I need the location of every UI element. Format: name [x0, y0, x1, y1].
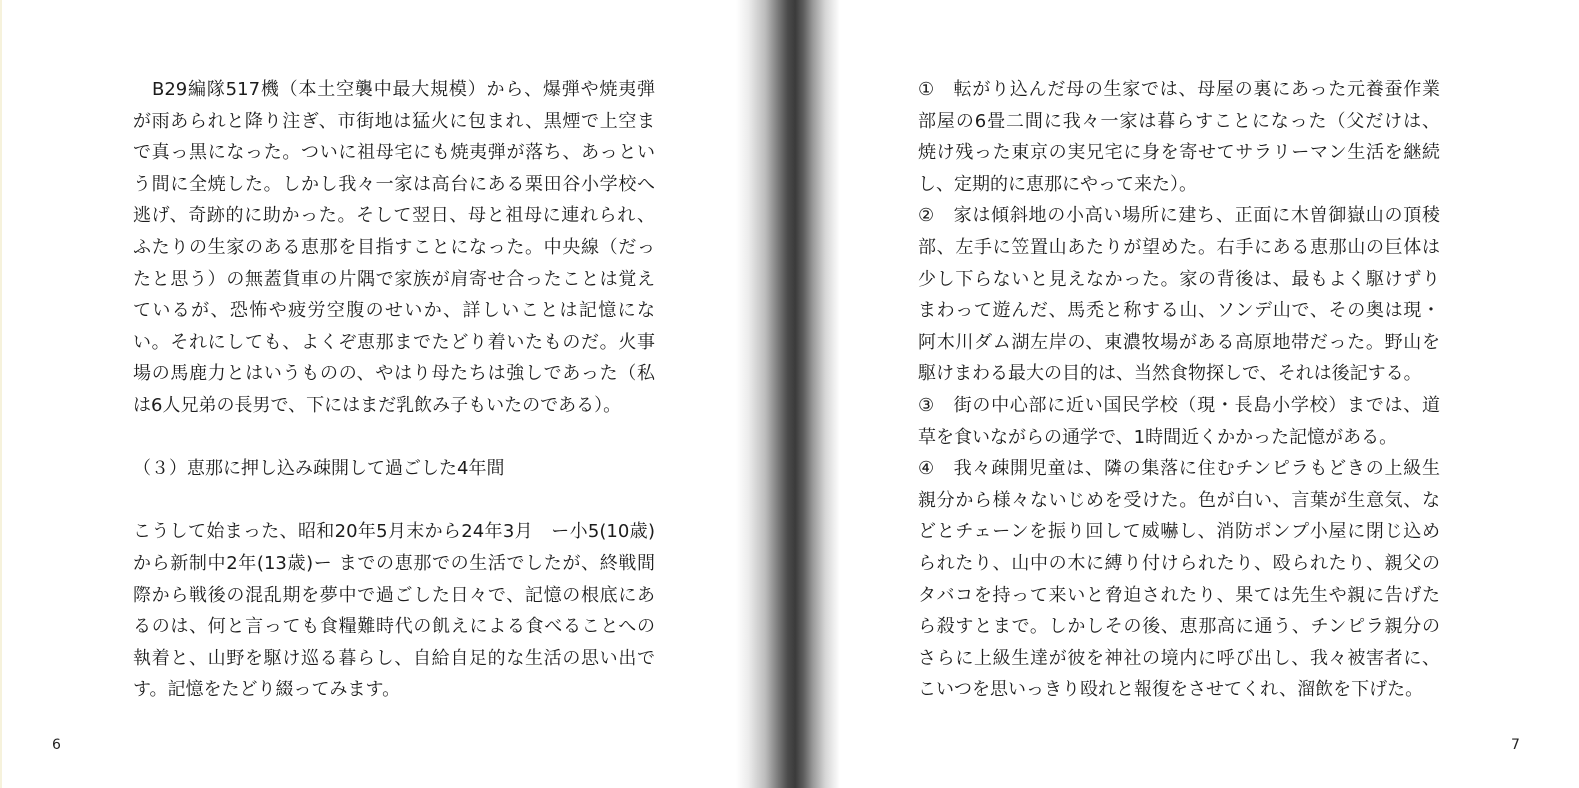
text-line: から新制中2年(13歳)ー までの恵那での生活でしたが、終戦間	[133, 552, 655, 574]
left-page	[0, 0, 738, 788]
text-line: い。それにしても、よくぞ恵那までたどり着いたものだ。火事	[133, 331, 655, 353]
right-page-text	[918, 74, 1440, 706]
text-line: どとチェーンを振り回して威嚇し、消防ポンプ小屋に閉じ込め	[918, 521, 1440, 543]
text-line: 執着と、山野を駆け巡る暮らし、自給自足的な生活の思い出で	[133, 647, 655, 669]
paragraph	[133, 516, 655, 706]
page-number-right: 7	[1511, 737, 1520, 753]
text-line: るのは、何と言っても食糧難時代の飢えによる食べることへの	[133, 616, 655, 638]
list-item	[918, 200, 1440, 390]
text-line: ③ 街の中心部に近い国民学校（現・長島小学校）までは、道	[918, 394, 1440, 416]
text-line: 部、左手に笠置山あたりが望めた。右手にある恵那山の巨体は	[918, 236, 1440, 258]
text-line: たと思う）の無蓋貨車の片隅で家族が肩寄せ合ったことは覚え	[133, 268, 655, 290]
section-heading: （３）恵那に押し込み疎開して過ごした4年間	[133, 458, 505, 480]
text-line: 際から戦後の混乱期を夢中で過ごした日々で、記憶の根底にあ	[133, 584, 655, 606]
text-line: こいつを思いっきり殴れと報復をさせてくれ、溜飲を下げた。	[918, 679, 1424, 701]
list-item	[918, 390, 1440, 453]
text-line: ふたりの生家のある恵那を目指すことになった。中央線（だっ	[133, 236, 655, 258]
text-line: 駆けまわる最大の目的は、当然食物探しで、それは後記する。	[918, 363, 1422, 385]
text-line: 草を食いながらの通学で、1時間近くかかった記憶がある。	[918, 426, 1398, 448]
text-line: う間に全焼した。しかし我々一家は高台にある栗田谷小学校へ	[133, 173, 655, 195]
book-gutter	[736, 0, 840, 788]
text-line: 少し下らないと見えなかった。家の背後は、最もよく駆けずり	[918, 268, 1440, 290]
list-item	[918, 74, 1440, 200]
text-line: タバコを持って来いと脅迫されたり、果ては先生や親に告げた	[918, 584, 1440, 606]
text-line: し、定期的に恵那にやって来た）。	[918, 173, 1197, 195]
text-line: す。記憶をたどり綴ってみます。	[133, 679, 401, 701]
paragraph	[133, 74, 655, 422]
text-line: ら殺すとまで。しかしその後、恵那高に通う、チンピラ親分の	[918, 616, 1440, 638]
text-line: こうして始まった、昭和20年5月末から24年3月 ー小5(10歳)	[133, 521, 655, 543]
text-line: 阿木川ダム湖左岸の、東濃牧場がある高原地帯だった。野山を	[918, 331, 1440, 353]
text-line: まわって遊んだ、馬禿と称する山、ソンデ山で、その奥は現・	[918, 300, 1440, 322]
list-item	[918, 453, 1440, 706]
text-line: 逃げ、奇跡的に助かった。そして翌日、母と祖母に連れられ、	[133, 205, 655, 227]
text-line: が雨あられと降り注ぎ、市街地は猛火に包まれ、黒煙で上空ま	[133, 110, 655, 132]
blank-line	[133, 422, 655, 454]
text-line: ② 家は傾斜地の小高い場所に建ち、正面に木曽御嶽山の頂稜	[918, 205, 1440, 227]
text-line: B29編隊517機（本土空襲中最大規模）から、爆弾や焼夷弾	[152, 79, 655, 100]
text-line: 場の馬鹿力とはいうものの、やはり母たちは強しであった（私	[133, 363, 655, 385]
left-page-text	[133, 74, 655, 706]
text-line: 部屋の6畳二間に我々一家は暮らすことになった（父だけは、	[918, 110, 1440, 132]
text-line: ④ 我々疎開児童は、隣の集落に住むチンピラもどきの上級生	[918, 458, 1440, 480]
page-number-left: 6	[52, 737, 61, 753]
text-line: 焼け残った東京の実兄宅に身を寄せてサラリーマン生活を継続	[918, 142, 1440, 164]
right-page	[838, 0, 1579, 788]
text-line: られたり、山中の木に縛り付けられたり、殴られたり、親父の	[918, 552, 1440, 574]
text-line: さらに上級生達が彼を神社の境内に呼び出し、我々被害者に、	[918, 647, 1440, 669]
text-line: ているが、恐怖や疲労空腹のせいか、詳しいことは記憶にな	[133, 300, 655, 322]
blank-line	[133, 485, 655, 517]
text-line: ① 転がり込んだ母の生家では、母屋の裏にあった元養蚕作業	[918, 79, 1440, 100]
text-line: 親分から様々ないじめを受けた。色が白い、言葉が生意気、な	[918, 489, 1440, 511]
text-line: で真っ黒になった。ついに祖母宅にも焼夷弾が落ち、あっとい	[133, 142, 655, 164]
text-line: は6人兄弟の長男で、下にはまだ乳飲み子もいたのである）。	[133, 394, 622, 416]
